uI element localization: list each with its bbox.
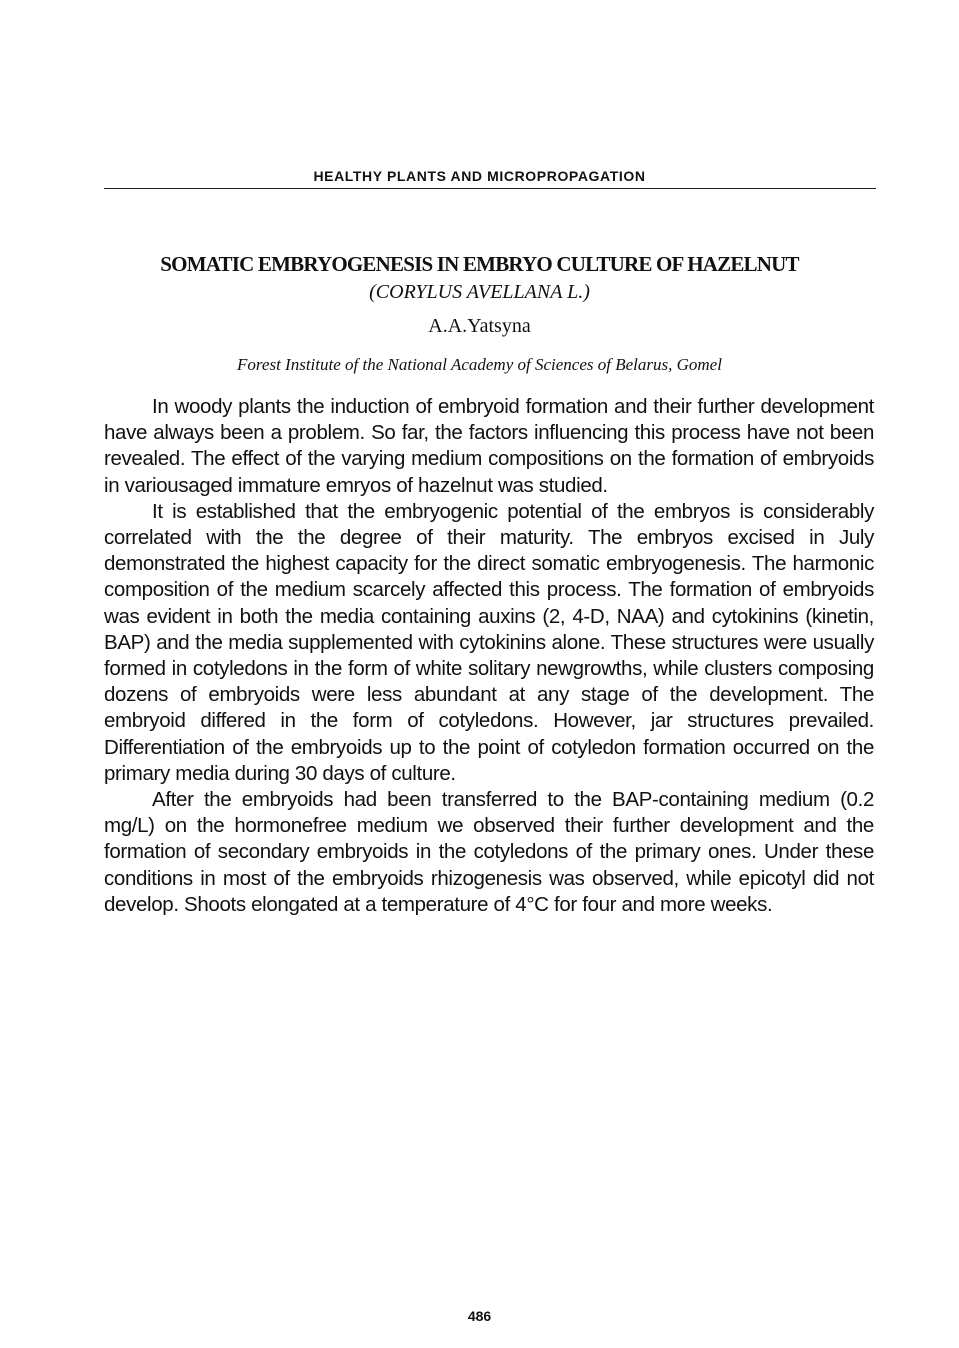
affiliation: Forest Institute of the National Academy of Sciences of Belarus, Gomel: [237, 355, 722, 374]
header-rule: [104, 188, 876, 189]
paragraph-1: In woody plants the induction of embryoid formation and their further development have always been a problem. So far, the factors influencing this process have not been revealed. The effect of the varying medium compositions on the formation of embryoids in variousaged immature emryos of hazelnut was studied.: [104, 395, 874, 497]
paper-title-species: (CORYLUS AVELLANA L.): [369, 281, 590, 303]
paragraph-2: It is established that the embryogenic potential of the embryos is considerably correlated with the the degree of their maturity. The embryos excised in July demonstrated the highest capacity for the direct somatic embryogenesis. The harmonic composition of the medium scarcely affected this process. The formation of embryoids was evident in both the media containing auxins (2, 4-D, NAA) and cytokinins (kinetin, BAP) and the media supplemented with cytokinins alone. These structures were usually formed in cotyledons in the form of white solitary newgrowths, while clusters composing dozens of embryoids were less abundant at any stage of the development. The embryoid differed in the form of cotyledons. However, jar structures prevailed. Differentiation of the embryoids up to the point of cotyledon formation occurred on the primary media during 30 days of culture.: [104, 499, 874, 785]
paragraph-3: After the embryoids had been transferred to the BAP-containing medium (0.2 mg/L) on the hormonefree medium we observed their further development and the formation of secondary embryoids in the cotyledons of the primary ones. Under these conditions in most of the embryoids rhizogenesis was observed, while epicotyl did not develop. Shoots elongated at a temperature of 4°C for four and more weeks.: [104, 788, 874, 916]
author: A.A.Yatsyna: [428, 315, 531, 337]
abstract-body: [104, 394, 874, 918]
paper-title: SOMATIC EMBRYOGENESIS IN EMBRYO CULTURE OF HAZELNUT: [160, 252, 799, 276]
running-head: HEALTHY PLANTS AND MICROPROPAGATION: [313, 168, 646, 184]
page-number: 486: [467, 1308, 492, 1324]
